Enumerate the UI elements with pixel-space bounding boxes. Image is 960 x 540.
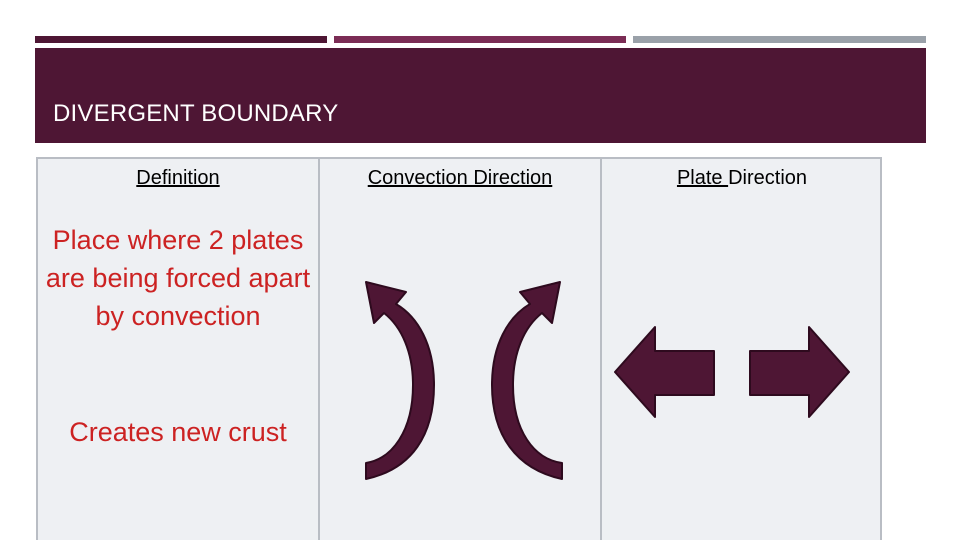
header-plate-underlined: Plate <box>676 167 729 189</box>
title-band <box>35 48 926 143</box>
top-bar-magenta <box>334 36 626 43</box>
top-bar-dark <box>35 36 327 43</box>
definition-text: Place where 2 plates are being forced apart by convection <box>45 225 311 331</box>
header-plate-direction <box>602 167 882 190</box>
header-definition-label: Definition <box>136 167 220 189</box>
curved-arrow-up-left-icon <box>360 277 460 489</box>
header-convection-direction <box>320 167 600 190</box>
curved-arrow-up-right-icon <box>484 277 574 489</box>
column-divider <box>600 159 602 540</box>
arrow-left-icon <box>612 325 718 421</box>
definition-creates-crust: Creates new crust <box>69 417 287 447</box>
header-plate-rest: Direction <box>728 167 808 189</box>
column-divider <box>318 159 320 540</box>
slide-title: DIVERGENT BOUNDARY <box>53 100 339 127</box>
header-convection-label: Convection Direction <box>367 167 553 189</box>
header-definition <box>38 167 318 190</box>
top-bar-gray <box>633 36 926 43</box>
divergent-table <box>36 157 882 540</box>
arrow-right-icon <box>746 325 852 421</box>
